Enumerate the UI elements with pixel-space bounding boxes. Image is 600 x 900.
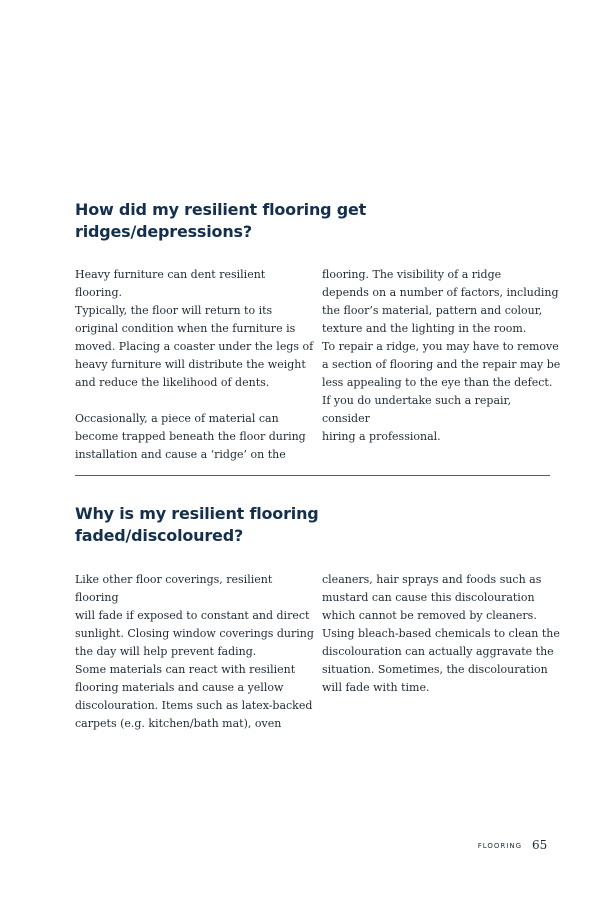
section-1-paragraph-3: flooring. The visibility of a ridge depends on a number of factors, including the floor’s material, pattern and colour, texture and the lighting in the room. To repair a ridge, you may have to remove a section of flooring and the repair may be less appealing to the eye than the defect. If you do undertake such a repair, consider hiring a professional. xyxy=(322,268,561,443)
page-number: 65 xyxy=(532,838,548,852)
section-2-paragraph-2: cleaners, hair sprays and foods such as mustard can cause this discolouration which cannot be removed by cleaners. Using bleach-based chemicals to clean the discolouration can actually aggravate the situation. Sometimes, the discolouration will fade with time. xyxy=(322,573,560,694)
section-2-heading: Why is my resilient flooring faded/discoloured? xyxy=(75,504,319,545)
section-1-paragraph-2: Occasionally, a piece of material can become trapped beneath the floor during installation and cause a ‘ridge’ on the xyxy=(75,412,306,461)
footer-section-label: FLOORING xyxy=(477,842,522,850)
section-2-right-column xyxy=(322,571,562,697)
section-divider xyxy=(75,475,550,476)
section-1-paragraph-1: Heavy furniture can dent resilient flooring. Typically, the floor will return to its original condition when the furniture is moved. Placing a coaster under the legs of heavy furniture will distribute the weight and reduce the likelihood of dents. xyxy=(75,268,314,389)
section-2-paragraph-1: Like other floor coverings, resilient flooring will fade if exposed to constant and direct sunlight. Closing window coverings during the day will help prevent fading. Some materials can react with resilient flooring materials and cause a yellow discolouration. Items such as latex-backed carpets (e.g. kitchen/bath mat), oven xyxy=(75,573,314,730)
section-2-left-column xyxy=(75,571,315,733)
section-1-left-column xyxy=(75,266,315,464)
section-1-heading: How did my resilient flooring get ridges/depressions? xyxy=(75,200,367,241)
section-1-right-column xyxy=(322,266,562,446)
